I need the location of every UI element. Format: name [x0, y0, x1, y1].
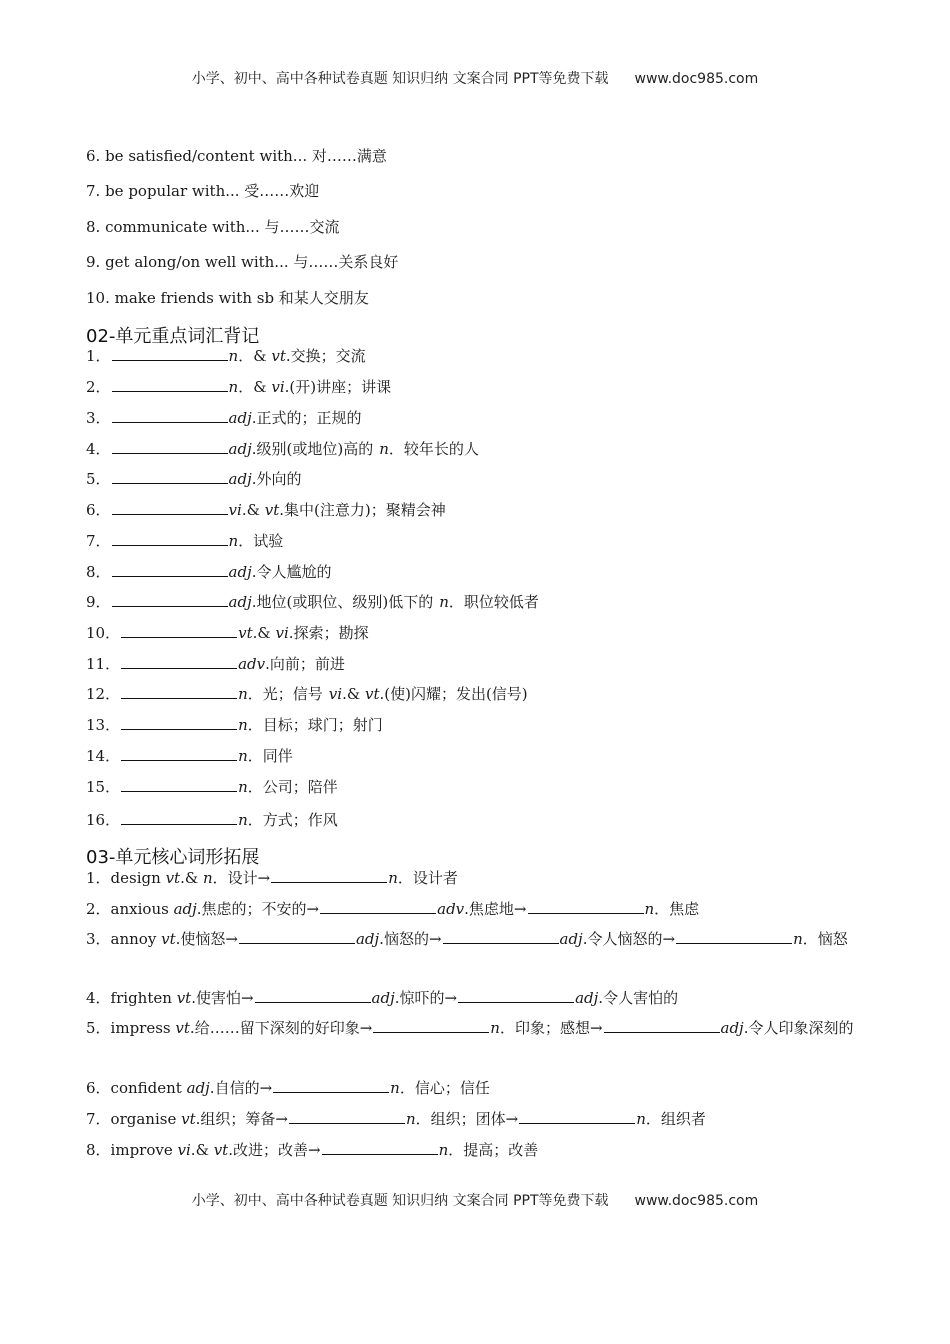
pos-label: adj [355, 930, 380, 948]
word-form-item [86, 1014, 858, 1043]
pos-label: n [379, 440, 389, 458]
item-number: 6． [86, 1079, 111, 1097]
pos-label: vt [264, 501, 280, 519]
vocab-item [86, 684, 528, 704]
pos-label: n [228, 532, 239, 550]
page-footer [0, 1190, 950, 1210]
answer-blank[interactable] [273, 1078, 389, 1093]
vocab-item [86, 346, 366, 366]
answer-blank[interactable] [676, 929, 792, 944]
vocab-item [86, 408, 362, 428]
pos-label: n [238, 811, 248, 829]
pos-label: vt [181, 1110, 196, 1128]
pos-label: n [238, 716, 248, 734]
item-number: 1． [86, 347, 111, 365]
header-site: www.doc985.com [634, 71, 759, 87]
pos-label: vt [176, 989, 192, 1007]
meaning: .令人尴尬的 [251, 563, 332, 581]
meaning: .集中(注意力)；聚精会神 [279, 501, 446, 519]
pos-label: vi [177, 1141, 191, 1159]
meaning: ．设计者 [397, 869, 458, 887]
vocab-item [86, 531, 283, 551]
pos-label: n [390, 1079, 400, 1097]
meaning: ．信心；信任 [399, 1079, 490, 1097]
answer-blank[interactable] [112, 531, 228, 546]
pos-label: n [228, 378, 239, 396]
headword: impress [110, 1019, 171, 1037]
pos-label: vi [275, 624, 289, 642]
answer-blank[interactable] [458, 988, 574, 1003]
meaning: .级别(或地位)高的 [251, 440, 374, 458]
pos-label: adv [238, 655, 266, 673]
pos-label: n [238, 747, 248, 765]
meaning: .恼怒的→ [379, 930, 442, 948]
item-number: 1． [86, 869, 111, 887]
phrase-item: 10. make friends with sb 和某人交朋友 [86, 289, 369, 307]
pos-label: n [438, 1141, 449, 1159]
pos-label: vi [228, 501, 242, 519]
meaning: .改进；改善→ [228, 1141, 321, 1159]
vocab-item [86, 746, 293, 766]
answer-blank[interactable] [121, 715, 237, 730]
phrase-item: 7. be popular with... 受……欢迎 [86, 182, 320, 200]
item-number: 2． [86, 378, 111, 396]
headword: organise [110, 1110, 177, 1128]
connector: .& [241, 501, 260, 519]
item-number: 11． [86, 655, 121, 673]
item-number: 4． [86, 989, 111, 1007]
vocab-item [86, 777, 338, 797]
vocab-item [86, 654, 345, 674]
headword: annoy [110, 930, 157, 948]
answer-blank[interactable] [255, 988, 371, 1003]
connector: ．& [238, 378, 267, 396]
meaning: ．公司；陪伴 [247, 778, 338, 796]
pos-label: n [405, 1110, 416, 1128]
headword: anxious [110, 900, 169, 918]
answer-blank[interactable] [239, 929, 355, 944]
headword: design [110, 869, 161, 887]
answer-blank[interactable] [112, 439, 228, 454]
answer-blank[interactable] [519, 1109, 635, 1124]
pos-label: n [644, 900, 655, 918]
meaning: .焦虑的；不安的→ [196, 900, 320, 918]
item-number: 5． [86, 1019, 111, 1037]
item-number: 15． [86, 778, 121, 796]
section-title: 03-单元核心词形拓展 [86, 847, 260, 868]
answer-blank[interactable] [112, 346, 228, 361]
meaning: ．同伴 [247, 747, 293, 765]
answer-blank[interactable] [528, 899, 644, 914]
answer-blank[interactable] [322, 1140, 438, 1155]
meaning: ．光；信号 [247, 685, 323, 703]
connector: ．& [238, 347, 267, 365]
item-number: 7． [86, 532, 111, 550]
answer-blank[interactable] [320, 899, 436, 914]
vocab-item [86, 500, 446, 520]
meaning: ．组织；团体→ [415, 1110, 519, 1128]
pos-label: adv [437, 900, 465, 918]
meaning: ．方式；作风 [247, 811, 338, 829]
answer-blank[interactable] [112, 377, 228, 392]
pos-label: adj [228, 409, 252, 427]
pos-label: vt [175, 1019, 190, 1037]
item-number: 8． [86, 563, 111, 581]
page-header [0, 68, 950, 88]
pos-label: adj [186, 1079, 210, 1097]
item-number: 6． [86, 501, 111, 519]
meaning: .令人恼怒的→ [582, 930, 676, 948]
vocab-item [86, 623, 369, 643]
meaning: ．试验 [238, 532, 284, 550]
meaning: .使恼怒→ [175, 930, 238, 948]
answer-blank[interactable] [121, 746, 237, 761]
answer-blank[interactable] [289, 1109, 405, 1124]
item-number: 14． [86, 747, 121, 765]
meaning: .给……留下深刻的好印象→ [189, 1019, 373, 1037]
meaning: .组织；筹备→ [195, 1110, 288, 1128]
pos-label: vt [213, 1141, 229, 1159]
headword: improve [110, 1141, 173, 1159]
item-number: 10． [86, 624, 121, 642]
vocab-item [86, 377, 391, 397]
connector: .& [342, 685, 361, 703]
meaning: .令人害怕的 [598, 989, 679, 1007]
answer-blank[interactable] [112, 408, 228, 423]
pos-label: vi [271, 378, 285, 396]
pos-label: n [203, 869, 213, 887]
item-number: 16． [86, 811, 121, 829]
pos-label: n [238, 685, 248, 703]
section-title: 02-单元重点词汇背记 [86, 326, 260, 347]
pos-label: n [388, 869, 398, 887]
meaning: ．焦虑 [654, 900, 700, 918]
pos-label: adj [371, 989, 395, 1007]
answer-blank[interactable] [271, 868, 387, 883]
headword: confident [110, 1079, 182, 1097]
pos-label: n [439, 593, 449, 611]
answer-blank[interactable] [112, 562, 228, 577]
meaning: ．较年长的人 [388, 440, 479, 458]
vocab-item [86, 439, 479, 459]
word-form-item [86, 868, 458, 888]
phrase-item: 9. get along/on well with... 与……关系良好 [86, 253, 399, 271]
pos-label: n [238, 778, 248, 796]
item-number: 9． [86, 593, 111, 611]
vocab-item [86, 562, 332, 582]
meaning: ．恼怒 [802, 930, 848, 948]
answer-blank[interactable] [112, 500, 228, 515]
meaning: ．职位较低者 [448, 593, 539, 611]
vocab-item [86, 715, 383, 735]
pos-label: vt [364, 685, 380, 703]
item-number: 13． [86, 716, 121, 734]
answer-blank[interactable] [121, 777, 237, 792]
footer-text: 小学、初中、高中各种试卷真题 知识归纳 文案合同 PPT等免费下载 [191, 1193, 609, 1209]
pos-label: adj [575, 989, 599, 1007]
meaning: ．组织者 [645, 1110, 706, 1128]
pos-label: n [793, 930, 803, 948]
meaning: .& [180, 869, 199, 887]
pos-label: adj [228, 470, 252, 488]
meaning: .惊吓的→ [394, 989, 458, 1007]
connector: .& [190, 1141, 209, 1159]
phrase-item: 8. communicate with... 与……交流 [86, 218, 340, 236]
meaning: .自信的→ [209, 1079, 273, 1097]
answer-blank[interactable] [443, 929, 559, 944]
answer-blank[interactable] [121, 684, 237, 699]
meaning: ．设计→ [212, 869, 271, 887]
answer-blank[interactable] [604, 1018, 720, 1033]
pos-label: adj [173, 900, 197, 918]
meaning: .(使)闪耀；发出(信号) [379, 685, 528, 703]
pos-label: vt [238, 624, 253, 642]
pos-label: vt [161, 930, 176, 948]
footer-site: www.doc985.com [634, 1193, 759, 1209]
pos-label: vt [271, 347, 286, 365]
meaning: .外向的 [251, 470, 302, 488]
item-number: 12． [86, 685, 121, 703]
answer-blank[interactable] [373, 1018, 489, 1033]
item-number: 8． [86, 1141, 111, 1159]
phrase-item: 6. be satisfied/content with... 对……满意 [86, 147, 387, 165]
meaning: .焦虑地→ [464, 900, 527, 918]
vocab-item [86, 592, 539, 612]
pos-label: adj [228, 593, 252, 611]
item-number: 2． [86, 900, 111, 918]
meaning: .正式的；正规的 [251, 409, 362, 427]
header-text: 小学、初中、高中各种试卷真题 知识归纳 文案合同 PPT等免费下载 [191, 71, 609, 87]
answer-blank[interactable] [112, 469, 228, 484]
pos-label: adj [559, 930, 583, 948]
pos-label: adj [228, 440, 252, 458]
answer-blank[interactable] [112, 592, 228, 607]
vocab-item [86, 469, 302, 489]
meaning: .探索；勘探 [288, 624, 369, 642]
pos-label: vi [328, 685, 343, 703]
item-number: 3． [86, 930, 111, 948]
pos-label: adj [720, 1019, 744, 1037]
word-form-item [86, 899, 699, 919]
item-number: 5． [86, 470, 111, 488]
item-number: 3． [86, 409, 111, 427]
headword: frighten [110, 989, 172, 1007]
answer-blank[interactable] [121, 623, 237, 638]
pos-label: adj [228, 563, 252, 581]
meaning: .地位(或职位、级别)低下的 [251, 593, 434, 611]
pos-label: n [636, 1110, 646, 1128]
answer-blank[interactable] [121, 654, 237, 669]
word-form-item [86, 988, 678, 1008]
meaning: .(开)讲座；讲课 [284, 378, 392, 396]
meaning: .使害怕→ [191, 989, 254, 1007]
pos-label: n [228, 347, 239, 365]
meaning: .交换；交流 [285, 347, 366, 365]
pos-label: vt [165, 869, 181, 887]
word-form-item [86, 1140, 538, 1160]
word-form-item [86, 1109, 706, 1129]
connector: .& [252, 624, 271, 642]
item-number: 4． [86, 440, 111, 458]
meaning: ．提高；改善 [448, 1141, 539, 1159]
meaning: .向前；前进 [265, 655, 345, 673]
item-number: 7． [86, 1110, 111, 1128]
meaning: ．目标；球门；射门 [247, 716, 383, 734]
word-form-item [86, 1078, 490, 1098]
word-form-item [86, 925, 858, 954]
answer-blank[interactable] [121, 810, 237, 825]
vocab-item [86, 810, 338, 830]
pos-label: n [490, 1019, 500, 1037]
meaning: ．印象；感想→ [499, 1019, 603, 1037]
meaning: .令人印象深刻的 [743, 1019, 854, 1037]
